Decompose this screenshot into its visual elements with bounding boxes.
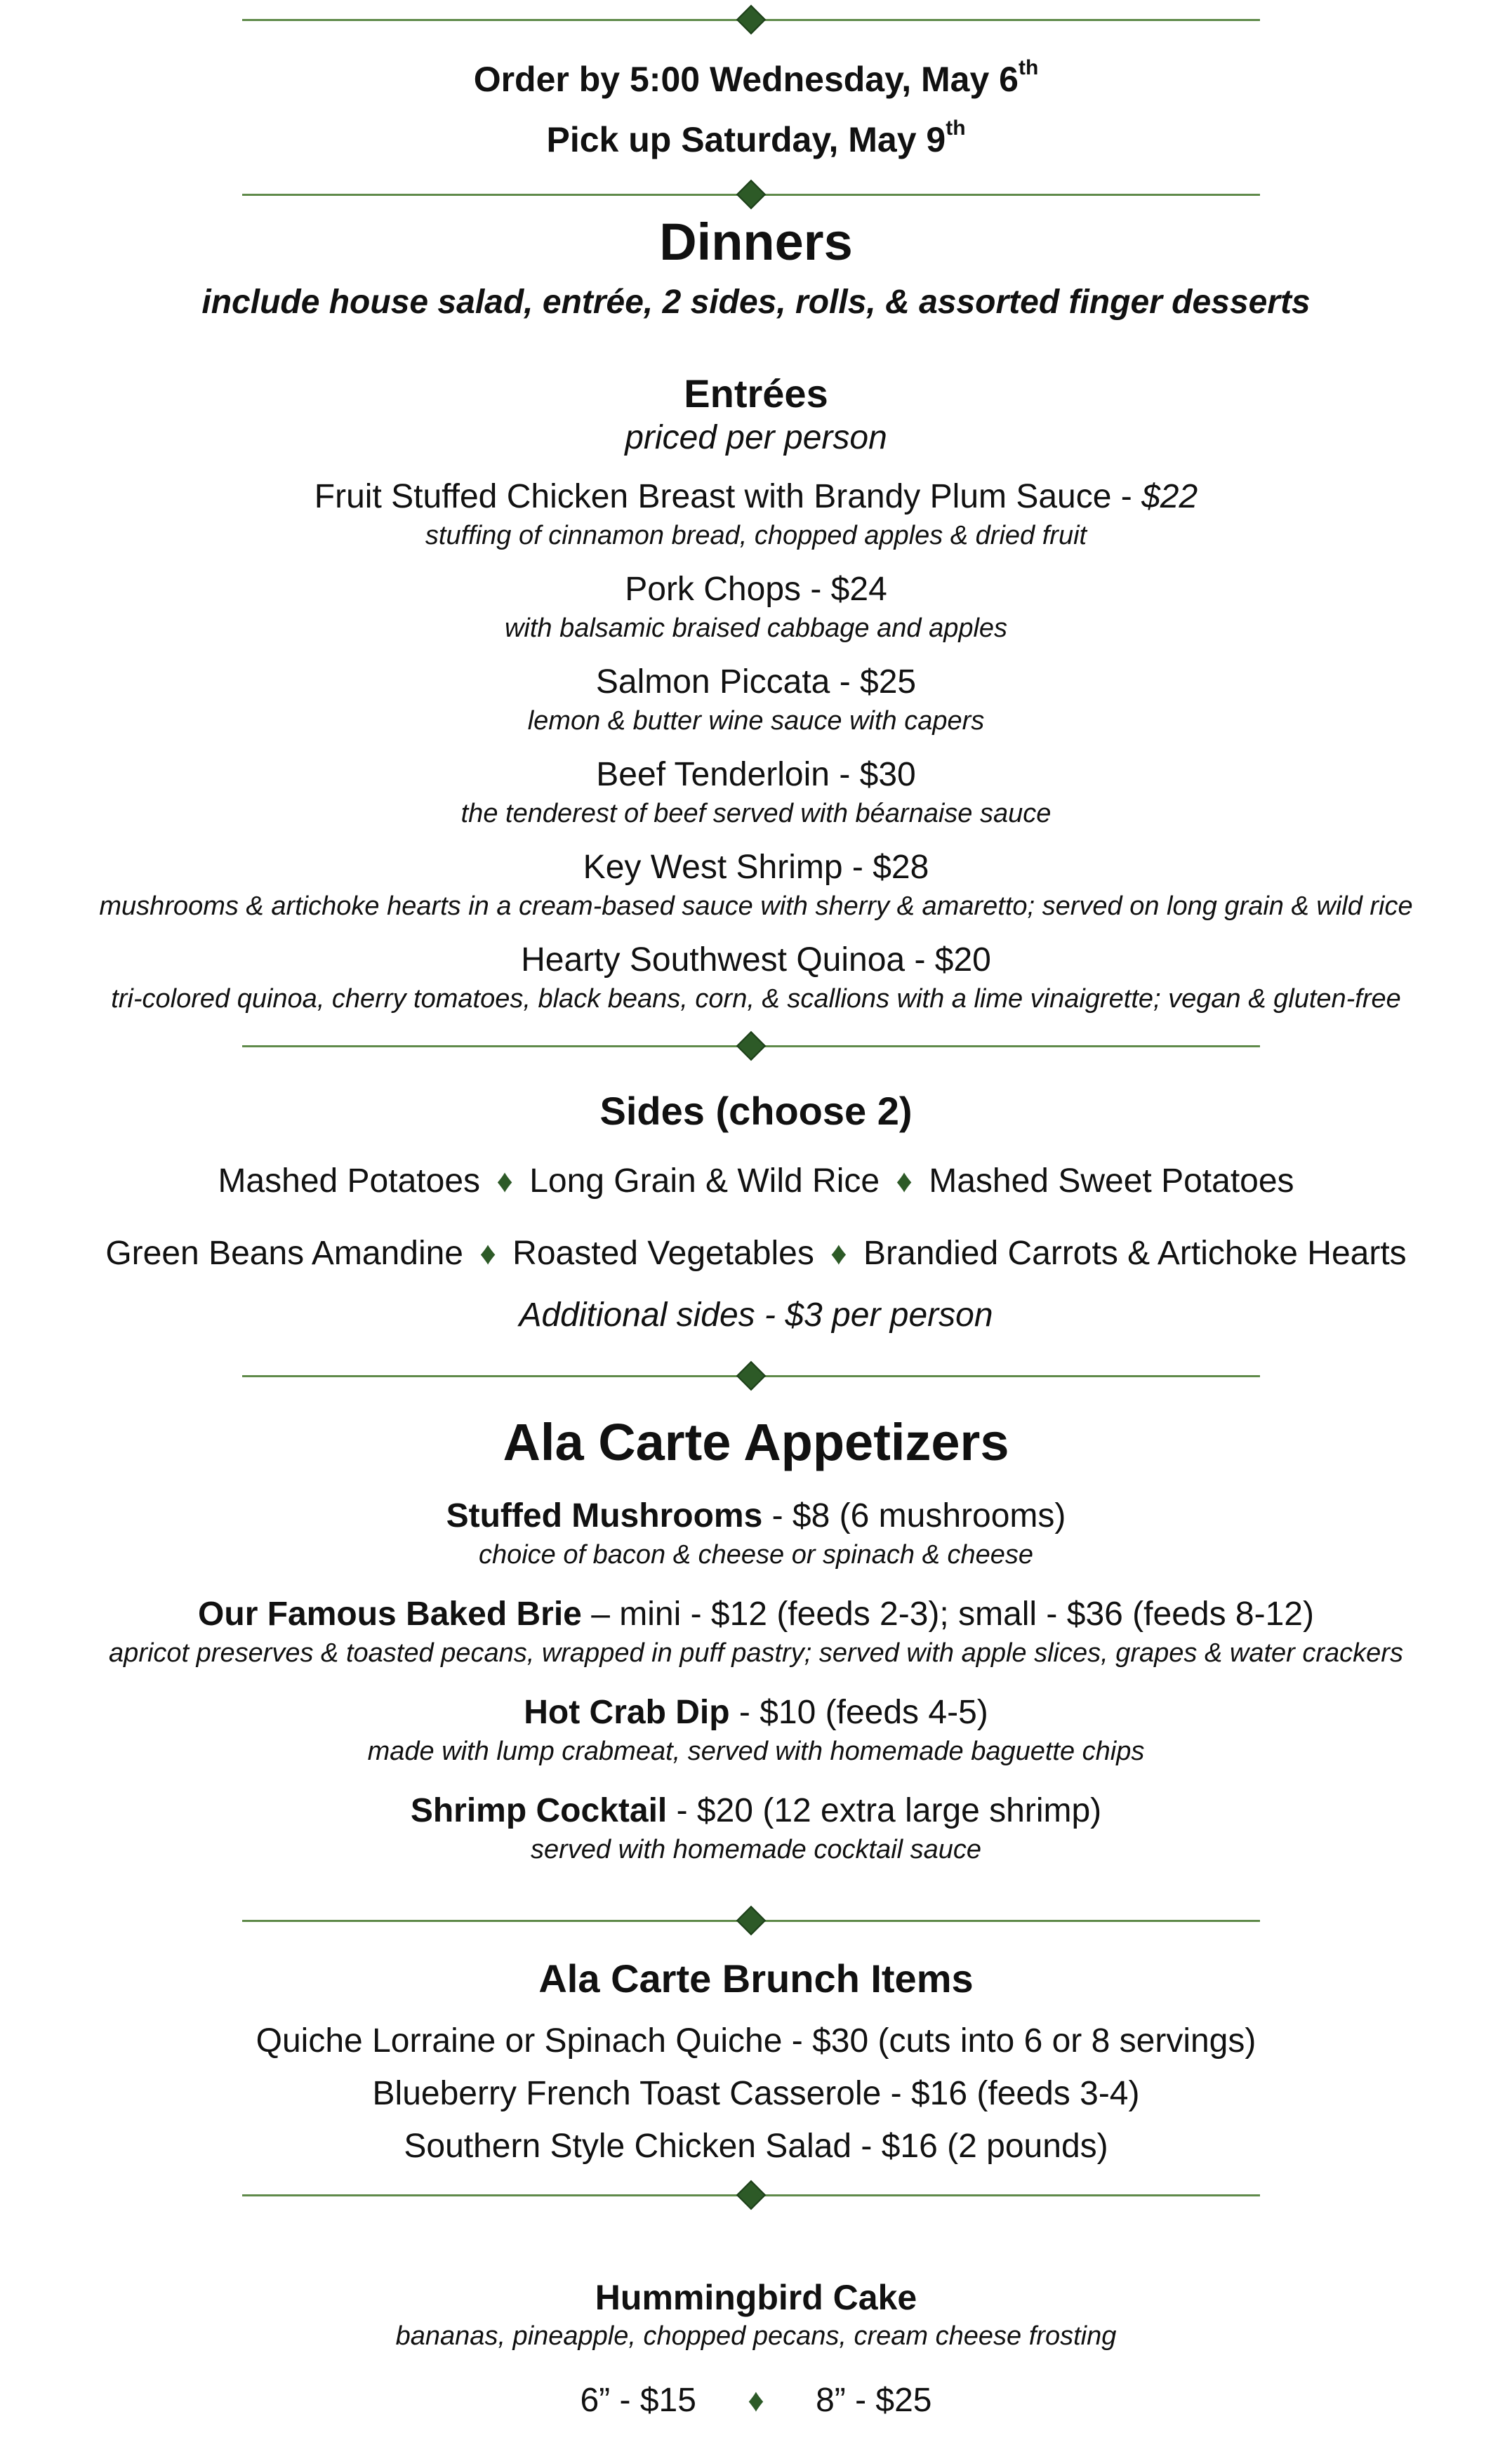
dinners-title: Dinners [659, 213, 853, 271]
appetizer-item-desc: choice of bacon & cheese or spinach & cheese [478, 1540, 1034, 1570]
appetizer-item-detail: - $8 (6 mushrooms) [762, 1497, 1066, 1534]
diamond-separator-icon: ♦ [496, 1162, 513, 1199]
appetizer-item-desc: made with lump crabmeat, served with homemade baguette chips [367, 1737, 1145, 1766]
divider-diamond-icon [736, 1361, 766, 1391]
brunch-item: Southern Style Chicken Salad - $16 (2 pounds) [404, 2128, 1108, 2165]
appetizer-item-detail: - $20 (12 extra large shrimp) [667, 1792, 1102, 1829]
entree-item-name: Key West Shrimp - $28 [583, 849, 929, 886]
appetizer-item [0, 1595, 1512, 1633]
dinners-tagline: include house salad, entrée, 2 sides, rolls, & assorted finger desserts [201, 284, 1311, 321]
divider-diamond-icon [736, 180, 766, 209]
entree-item-name-text: Fruit Stuffed Chicken Breast with Brandy Plum Sauce - [314, 478, 1142, 515]
diamond-separator-icon: ♦ [830, 1235, 847, 1271]
brunch-item: Blueberry French Toast Casserole - $16 (feeds 3-4) [372, 2075, 1140, 2112]
entree-item-name: Beef Tenderloin - $30 [596, 756, 916, 793]
diamond-separator-icon: ♦ [748, 2382, 764, 2418]
order-deadline [0, 56, 1512, 100]
divider-diamond-icon [736, 1906, 766, 1935]
divider-diamond-icon [736, 5, 766, 34]
cake-title: Hummingbird Cake [595, 2278, 917, 2317]
appetizer-item-name: Stuffed Mushrooms [446, 1497, 763, 1534]
entree-item-name: Pork Chops - $24 [625, 571, 887, 608]
side-item: Long Grain & Wild Rice [529, 1162, 880, 1200]
entree-item-name: Hearty Southwest Quinoa - $20 [521, 941, 991, 979]
pickup-date [0, 119, 1512, 160]
side-item: Roasted Vegetables [512, 1235, 814, 1272]
brunch-item: Quiche Lorraine or Spinach Quiche - $30 (cuts into 6 or 8 servings) [256, 2022, 1256, 2060]
appetizer-item-desc: served with homemade cocktail sauce [530, 1835, 982, 1864]
order-deadline-sup: th [1018, 56, 1039, 80]
entree-item-desc: mushrooms & artichoke hearts in a cream-based sauce with sherry & amaretto; served on long grain & wild rice [99, 891, 1413, 921]
diamond-separator-icon: ♦ [479, 1235, 496, 1271]
appetizer-item [0, 1693, 1512, 1732]
cake-size-large: 8” - $25 [816, 2382, 932, 2419]
sides-row-2 [0, 1234, 1512, 1273]
pickup-date-text: Pick up Saturday, May 9 [546, 120, 946, 159]
side-item: Brandied Carrots & Artichoke Hearts [863, 1235, 1407, 1272]
sides-row-1 [0, 1162, 1512, 1200]
entree-item-name [0, 477, 1512, 516]
diamond-separator-icon: ♦ [896, 1162, 913, 1199]
entree-item-desc: tri-colored quinoa, cherry tomatoes, black beans, corn, & scallions with a lime vinaigrette; vegan & gluten-free [111, 984, 1401, 1014]
divider-diamond-icon [736, 1031, 766, 1061]
order-deadline-text: Order by 5:00 Wednesday, May 6 [473, 60, 1019, 99]
cake-sizes [0, 2381, 1512, 2420]
appetizer-item-name: Shrimp Cocktail [410, 1792, 668, 1829]
appetizer-item-name: Hot Crab Dip [524, 1694, 730, 1731]
brunch-title: Ala Carte Brunch Items [538, 1956, 974, 2001]
entree-item-desc: lemon & butter wine sauce with capers [527, 706, 985, 736]
appetizer-item-name: Our Famous Baked Brie [198, 1596, 582, 1633]
divider-diamond-icon [736, 2180, 766, 2210]
entrees-title: Entrées [684, 371, 828, 416]
appetizer-item [0, 1791, 1512, 1830]
entree-item-desc: with balsamic braised cabbage and apples [504, 614, 1008, 643]
cake-size-small: 6” - $15 [580, 2382, 696, 2419]
divider-sides [242, 1362, 1260, 1390]
appetizers-title: Ala Carte Appetizers [503, 1413, 1009, 1471]
sides-note: Additional sides - $3 per person [519, 1297, 993, 1334]
entree-item-desc: the tenderest of beef served with béarnaise sauce [460, 799, 1052, 828]
cake-desc: bananas, pineapple, chopped pecans, cream cheese frosting [395, 2321, 1117, 2351]
entree-item-desc: stuffing of cinnamon bread, chopped apples & dried fruit [425, 521, 1087, 550]
divider-appetizers [242, 1907, 1260, 1935]
side-item: Mashed Sweet Potatoes [929, 1162, 1294, 1200]
appetizer-item-desc: apricot preserves & toasted pecans, wrapped in puff pastry; served with apple slices, grapes & water crackers [109, 1638, 1403, 1668]
divider-entrees [242, 1032, 1260, 1060]
sides-title: Sides (choose 2) [599, 1089, 913, 1133]
divider-order [242, 180, 1260, 208]
entrees-subtitle: priced per person [625, 419, 887, 456]
appetizer-item-detail: - $10 (feeds 4-5) [729, 1694, 988, 1731]
side-item: Green Beans Amandine [105, 1235, 463, 1272]
entree-item-price: $22 [1141, 478, 1198, 515]
side-item: Mashed Potatoes [218, 1162, 481, 1200]
divider-top [242, 6, 1260, 34]
appetizer-item-detail: – mini - $12 (feeds 2-3); small - $36 (feeds 8-12) [581, 1596, 1314, 1633]
pickup-date-sup: th [946, 117, 966, 140]
divider-brunch [242, 2181, 1260, 2209]
entree-item-name: Salmon Piccata - $25 [595, 663, 917, 701]
appetizer-item [0, 1497, 1512, 1535]
